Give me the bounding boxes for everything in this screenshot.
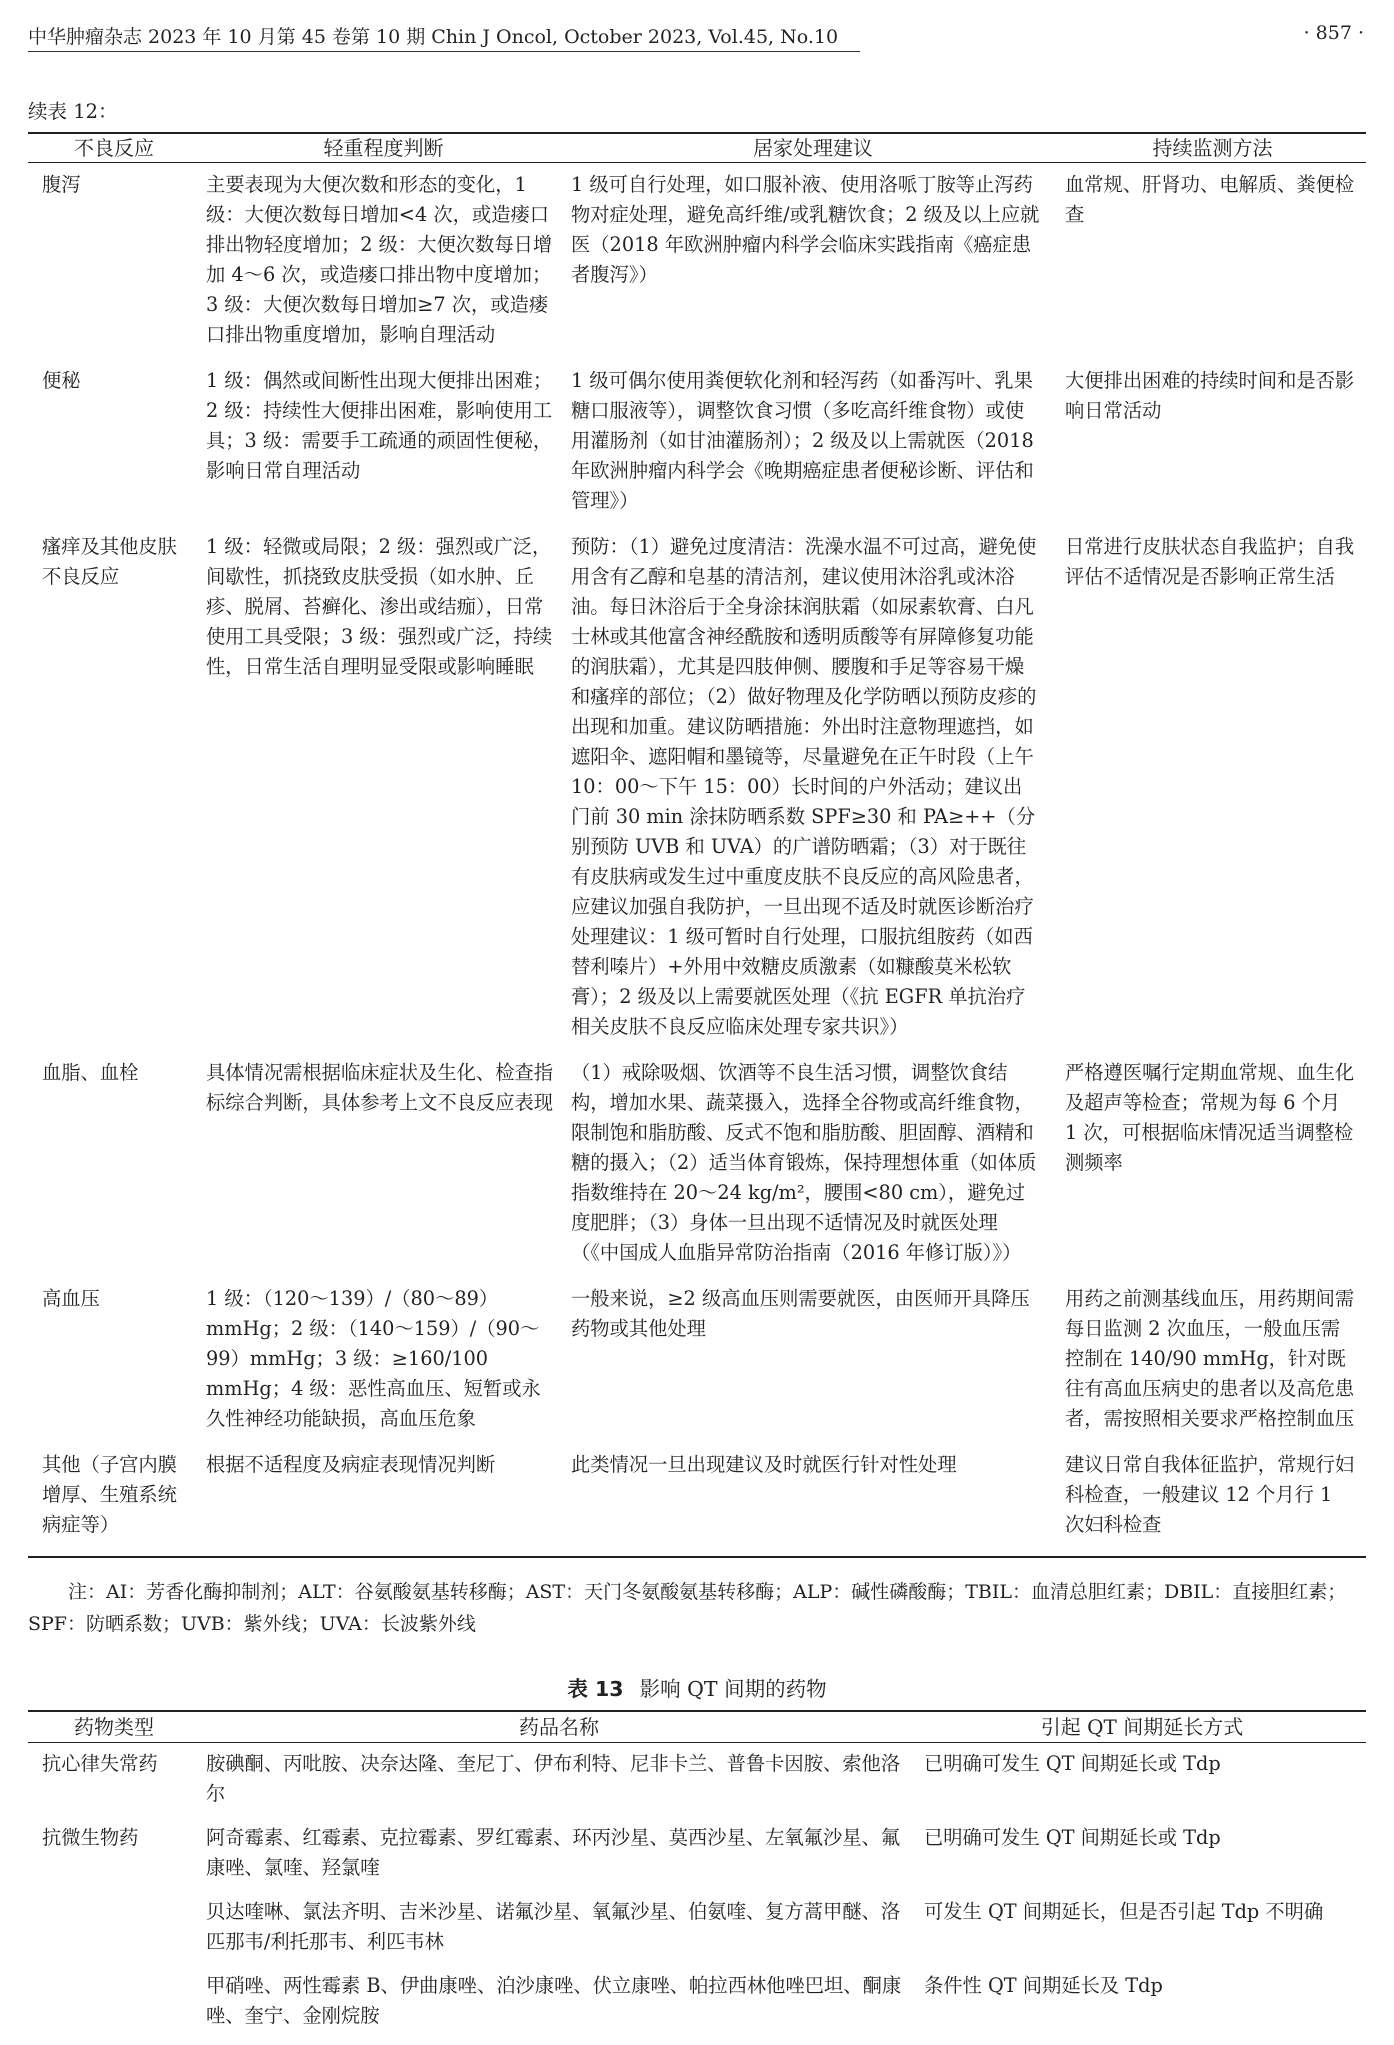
advice-cell [567, 532, 1059, 1058]
table-row [28, 1284, 1366, 1450]
severity-cell: 1 级：轻微或局限；2 级：强烈或广泛，间歇性，抓挠致皮肤受损（如水肿、丘疹、脱屑、苔癣化、渗出或结痂），日常使用工具受限；3 级：强烈或广泛，持续性，日常生活自理明显受限或影响睡眠 [206, 535, 553, 678]
table-row [28, 1450, 1366, 1557]
table-row [28, 1971, 1366, 2045]
qt-mode-cell: 已明确可发生 QT 间期延长或 Tdp [924, 1826, 1221, 1849]
qt-mode-cell: 已明确可发生 QT 间期延长或 Tdp [924, 1752, 1221, 1775]
running-header [28, 22, 1364, 52]
journal-citation: 中华肿瘤杂志 2023 年 10 月第 45 卷第 10 期 Chin J Oncol, October 2023, Vol.45, No.10 [28, 26, 839, 48]
table-footnote: 注：AI：芳香化酶抑制剂；ALT：谷氨酸氨基转移酶；AST：天门冬氨酸氨基转移酶；ALP：碱性磷酸酶；TBIL：血清总胆红素；DBIL：直接胆红素；SPF：防晒系数；UVB：紫外线；UVA：长波紫外线 [28, 1581, 1347, 1635]
table13-title [0, 1672, 1394, 1702]
drug-type-cell: 抗心律失常药 [42, 1752, 158, 1775]
table-row [28, 1743, 1366, 1824]
monitor-cell: 严格遵医嘱行定期血常规、血生化及超声等检查；常规为每 6 个月 1 次，可根据临床情况适当调整检测频率 [1065, 1061, 1355, 1174]
header-rule [28, 51, 860, 52]
table-row [28, 366, 1366, 532]
severity-cell: 根据不适程度及病症表现情况判断 [206, 1453, 496, 1476]
table-row [28, 163, 1366, 367]
column-header: 持续监测方法 [1152, 136, 1273, 160]
column-header: 引起 QT 间期延长方式 [1040, 1715, 1244, 1739]
table13-caption: 影响 QT 间期的药物 [639, 1677, 827, 1701]
severity-cell: 主要表现为大便次数和形态的变化，1 级：大便次数每日增加<4 次，或造瘘口排出物轻度增加；2 级：大便次数每日增加 4～6 次，或造瘘口排出物中度增加；3 级：大便次数每日增加≥7 次，或造瘘口排出物重度增加，影响自理活动 [206, 173, 553, 346]
monitor-cell: 血常规、肝肾功、电解质、粪便检查 [1065, 173, 1355, 226]
advice-prevention: 预防：（1）避免过度清洁：洗澡水温不可过高，避免使用含有乙醇和皂基的清洁剂，建议使用沐浴乳或沐浴油。每日沐浴后于全身涂抹润肤霜（如尿素软膏、白凡士林或其他富含神经酰胺和透明质酸等有屏障修复功能的润肤霜），尤其是四肢伸侧、腰腹和手足等容易干燥和瘙痒的部位；（2）做好物理及化学防晒以预防皮疹的出现和加重。建议防晒措施：外出时注意物理遮挡，如遮阳伞、遮阳帽和墨镜等，尽量避免在正午时段（上午 10：00～下午 15：00）长时间的户外活动；建议出门前 30 min 涂抹防晒系数 SPF≥30 和 PA≥++（分别预防 UVB 和 UVA）的广谱防晒霜；（3）对于既往有皮肤病或发生过中重度皮肤不良反应的高风险患者，应建议加强自我防护，一旦出现不适及时就医诊断治疗 [571, 535, 1037, 918]
drug-names-cell: 贝达喹啉、氯法齐明、吉米沙星、诺氟沙星、氧氟沙星、伯氨喹、复方蒿甲醚、洛匹那韦/利托那韦、利匹韦林 [206, 1900, 901, 1953]
column-header: 轻重程度判断 [323, 136, 444, 160]
drug-type-cell [28, 1971, 200, 2045]
advice-cell: 1 级可自行处理，如口服补液、使用洛哌丁胺等止泻药物对症处理，避免高纤维/或乳糖饮食；2 级及以上应就医（2018 年欧洲肿瘤内科学会临床实践指南《癌症患者腹泻》） [571, 173, 1040, 286]
reaction-cell: 瘙痒及其他皮肤不良反应 [42, 535, 177, 588]
reaction-cell: 血脂、血栓 [42, 1061, 139, 1084]
reaction-cell: 其他（子宫内膜增厚、生殖系统病症等） [42, 1453, 177, 1536]
advice-cell: 此类情况一旦出现建议及时就医行针对性处理 [571, 1453, 957, 1476]
drug-names-cell: 阿奇霉素、红霉素、克拉霉素、罗红霉素、环丙沙星、莫西沙星、左氧氟沙星、氟康唑、氯喹、羟氯喹 [206, 1826, 901, 1879]
monitor-cell: 大便排出困难的持续时间和是否影响日常活动 [1065, 369, 1355, 422]
monitor-cell: 日常进行皮肤状态自我监护；自我评估不适情况是否影响正常生活 [1065, 535, 1355, 588]
table-header-row [28, 1711, 1366, 1743]
table13-number: 表 13 [567, 1677, 624, 1701]
table-header-row [28, 133, 1366, 163]
adverse-reaction-table [28, 132, 1366, 1558]
table-row [28, 1823, 1366, 1897]
table-row [28, 1058, 1366, 1284]
qt-mode-cell: 条件性 QT 间期延长及 Tdp [924, 1974, 1163, 1997]
reaction-cell: 高血压 [42, 1287, 100, 1310]
drug-type-cell: 抗微生物药 [42, 1826, 139, 1849]
severity-cell: 1 级：（120～139）/（80～89）mmHg；2 级：（140～159）/（90～99）mmHg；3 级：≥160/100 mmHg；4 级：恶性高血压、短暂或永久性神经功能缺损，高血压危象 [206, 1287, 541, 1430]
qt-drug-table [28, 1710, 1366, 2045]
column-header: 居家处理建议 [753, 136, 873, 160]
advice-cell: 1 级可偶尔使用粪便软化剂和轻泻药（如番泻叶、乳果糖口服液等），调整饮食习惯（多吃高纤维食物）或使用灌肠剂（如甘油灌肠剂）；2 级及以上需就医（2018 年欧洲肿瘤内科学会《晚期癌症患者便秘诊断、评估和管理》） [571, 369, 1034, 512]
table-row [28, 1897, 1366, 1971]
drug-type-cell [28, 1897, 200, 1971]
drug-names-cell: 胺碘酮、丙吡胺、决奈达隆、奎尼丁、伊布利特、尼非卡兰、普鲁卡因胺、索他洛尔 [206, 1752, 901, 1805]
table-continued-label: 续表 12： [28, 100, 118, 123]
advice-cell: （1）戒除吸烟、饮酒等不良生活习惯，调整饮食结构，增加水果、蔬菜摄入，选择全谷物或高纤维食物，限制饱和脂肪酸、反式不饱和脂肪酸、胆固醇、酒精和糖的摄入；（2）适当体育锻炼，保持理想体重（如体质指数维持在 20～24 kg/m²，腰围<80 cm），避免过度肥胖；（3）身体一旦出现不适情况及时就医处理（《中国成人血脂异常防治指南（2016 年修订版）》） [571, 1061, 1037, 1264]
monitor-cell: 用药之前测基线血压，用药期间需每日监测 2 次血压，一般血压需控制在 140/90 mmHg，针对既往有高血压病史的患者以及高危患者，需按照相关要求严格控制血压 [1065, 1287, 1355, 1430]
drug-names-cell: 甲硝唑、两性霉素 B、伊曲康唑、泊沙康唑、伏立康唑、帕拉西林他唑巴坦、酮康唑、奎宁、金刚烷胺 [206, 1974, 902, 2027]
advice-cell: 一般来说，≥2 级高血压则需要就医，由医师开具降压药物或其他处理 [571, 1287, 1030, 1340]
qt-mode-cell: 可发生 QT 间期延长，但是否引起 Tdp 不明确 [924, 1900, 1324, 1923]
monitor-cell: 建议日常自我体征监护，常规行妇科检查，一般建议 12 个月行 1 次妇科检查 [1065, 1453, 1355, 1536]
page-number: · 857 · [1303, 22, 1364, 44]
column-header: 药品名称 [519, 1715, 599, 1739]
table-row [28, 532, 1366, 1058]
column-header: 药物类型 [74, 1715, 154, 1739]
reaction-cell: 便秘 [42, 369, 81, 392]
reaction-cell: 腹泻 [42, 173, 81, 196]
column-header: 不良反应 [74, 136, 154, 160]
advice-treatment: 处理建议：1 级可暂时自行处理，口服抗组胺药（如西替利嗪片）+外用中效糖皮质激素（如糠酸莫米松软膏）；2 级及以上需要就医处理（《抗 EGFR 单抗治疗相关皮肤不良反应临床处理专家共识》） [571, 925, 1033, 1038]
severity-cell: 具体情况需根据临床症状及生化、检查指标综合判断，具体参考上文不良反应表现 [206, 1061, 554, 1114]
severity-cell: 1 级：偶然或间断性出现大便排出困难；2 级：持续性大便排出困难，影响使用工具；3 级：需要手工疏通的顽固性便秘，影响日常自理活动 [206, 369, 553, 482]
